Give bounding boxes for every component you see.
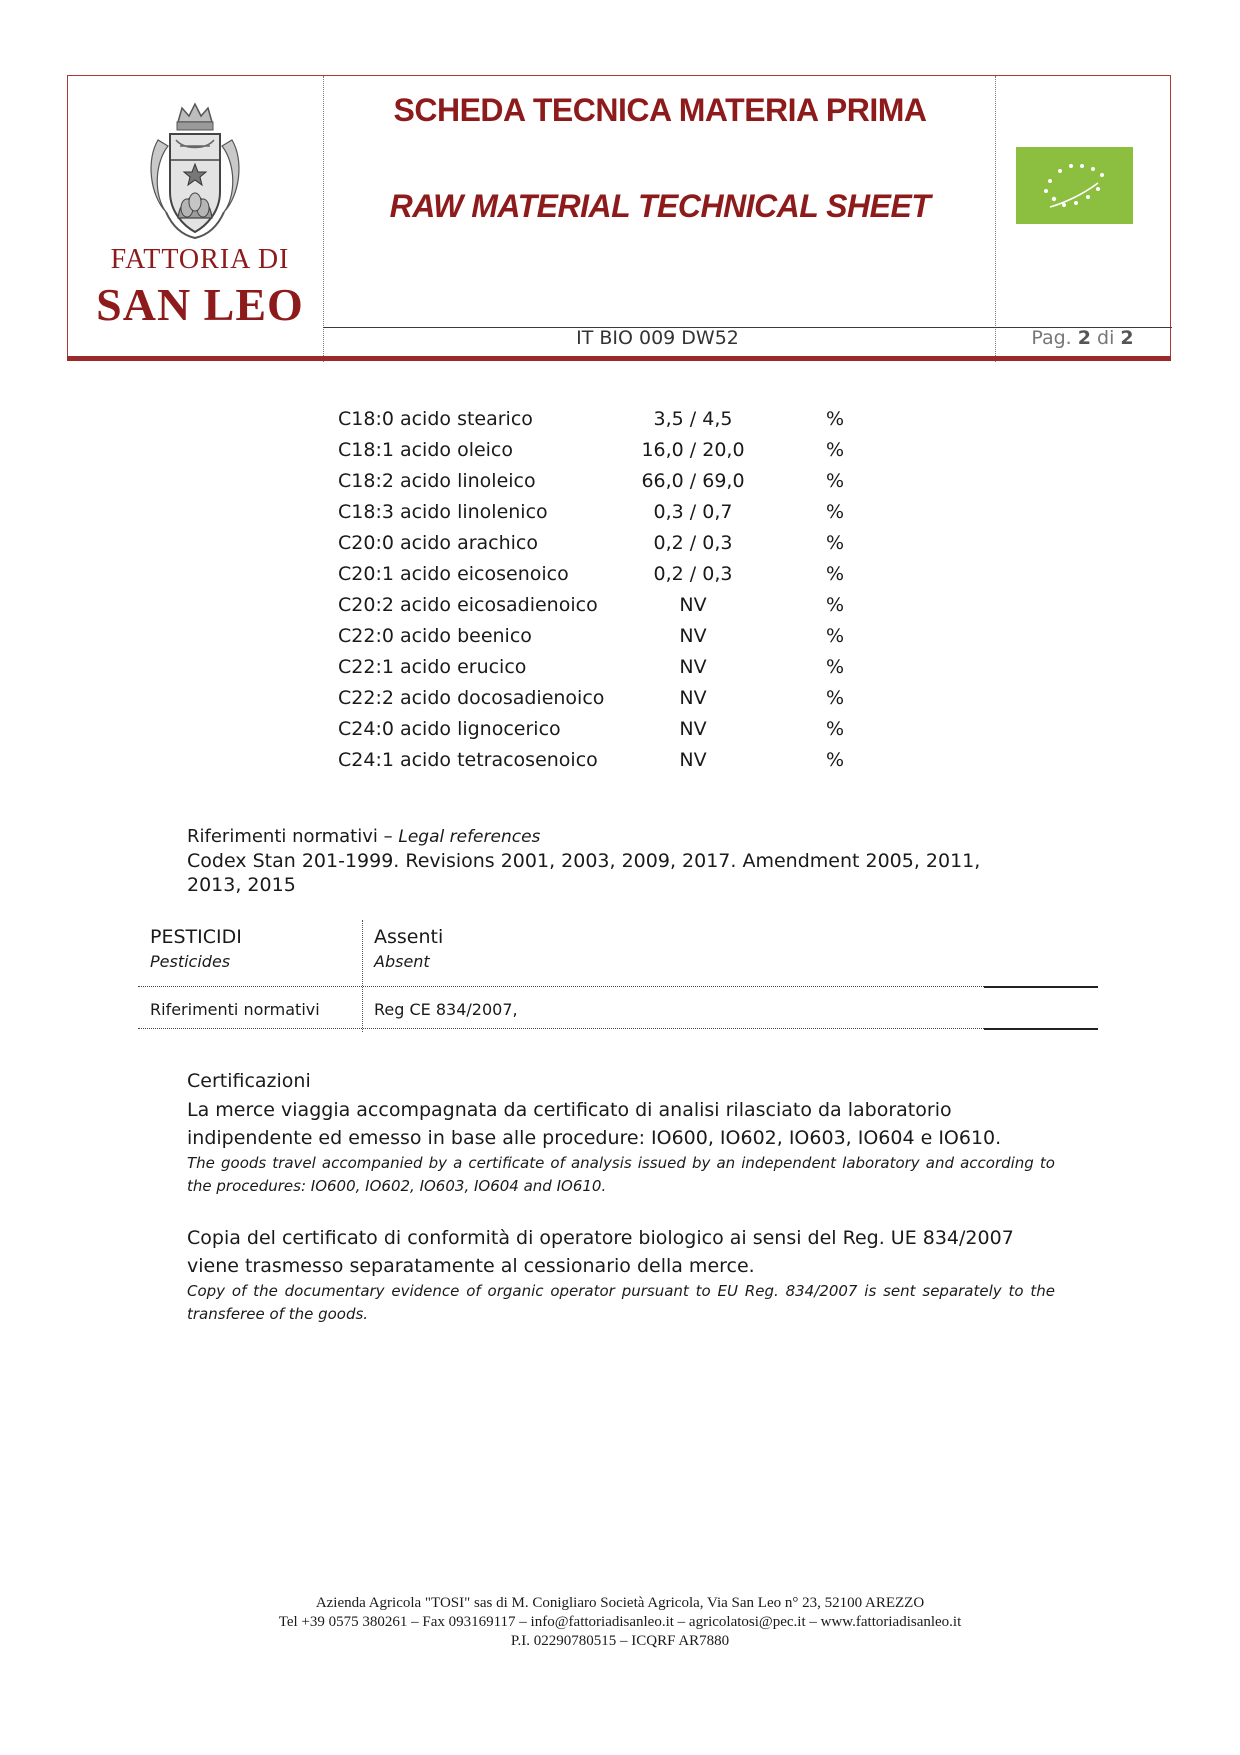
- table-row: [338, 499, 858, 530]
- table-row: [338, 437, 858, 468]
- brand-name-line2: SAN LEO: [96, 279, 304, 330]
- document-title-italian: SCHEDA TECNICA MATERIA PRIMA: [393, 92, 927, 128]
- legal-references-text: [187, 849, 1007, 897]
- table-row: [338, 592, 858, 623]
- table-row: [338, 561, 858, 592]
- table-row: [338, 530, 858, 561]
- table-row: [338, 747, 858, 778]
- acid-unit: %: [826, 470, 845, 492]
- fatty-acid-table: [338, 406, 858, 778]
- brand-name-line1: FATTORIA DI: [110, 244, 290, 275]
- acid-value: 66,0 / 69,0: [641, 470, 745, 492]
- header-divider-right: [995, 76, 996, 362]
- acid-name: C20:2 acido eicosadienoico: [338, 594, 598, 616]
- legal-text-line2: 2013, 2015: [187, 874, 296, 896]
- table-row: [338, 654, 858, 685]
- acid-unit: %: [826, 718, 845, 740]
- acid-value: 0,2 / 0,3: [653, 532, 733, 554]
- legal-references: [187, 826, 1007, 897]
- table-row-separator-solid: [984, 1028, 1098, 1030]
- conformity-paragraph-italian: Copia del certificato di conformità di operatore biologico ai sensi del Reg. UE 834/2007 viene trasmesso separatamente al cessionario della merce.: [187, 1227, 1014, 1277]
- acid-value: NV: [679, 594, 707, 616]
- acid-name: C18:2 acido linoleico: [338, 470, 536, 492]
- header-bottom-band: [67, 356, 1171, 361]
- certification-paragraph-italian: La merce viaggia accompagnata da certificato di analisi rilasciato da laboratorio indipendente ed emesso in base alle procedure: IO600, IO602, IO603, IO604 e IO610.: [187, 1099, 1002, 1149]
- pesticides-label: PESTICIDI: [150, 926, 242, 948]
- legal-heading-english: Legal references: [398, 827, 541, 847]
- acid-name: C22:0 acido beenico: [338, 625, 532, 647]
- pesticides-value: Assenti: [374, 926, 444, 948]
- table-row: [338, 406, 858, 437]
- crest-icon: [140, 100, 250, 240]
- legal-text-line1: Codex Stan 201-1999. Revisions 2001, 2003, 2009, 2017. Amendment 2005, 2011,: [187, 850, 981, 872]
- pesticides-value-english: Absent: [374, 952, 430, 971]
- page-number: [995, 327, 1170, 349]
- acid-value: NV: [679, 718, 707, 740]
- acid-unit: %: [826, 687, 845, 709]
- acid-name: C20:1 acido eicosenoico: [338, 563, 569, 585]
- page-current: 2: [1077, 327, 1091, 349]
- acid-name: C24:1 acido tetracosenoico: [338, 749, 598, 771]
- normative-references-value: Reg CE 834/2007,: [374, 1000, 518, 1019]
- document-code: IT BIO 009 DW52: [576, 327, 739, 349]
- legal-references-heading: [187, 826, 1007, 847]
- acid-name: C18:3 acido linolenico: [338, 501, 548, 523]
- table-row-separator: [138, 1028, 1098, 1029]
- acid-value: 16,0 / 20,0: [641, 439, 745, 461]
- document-footer: [150, 1594, 1090, 1651]
- acid-name: C18:0 acido stearico: [338, 408, 533, 430]
- acid-value: NV: [679, 687, 707, 709]
- pesticides-label-english: Pesticides: [150, 952, 231, 971]
- normative-references-label: Riferimenti normativi: [150, 1000, 320, 1019]
- pesticides-table: [138, 920, 1098, 1032]
- acid-value: NV: [679, 749, 707, 771]
- table-row-separator: [138, 986, 1098, 987]
- acid-unit: %: [826, 563, 845, 585]
- table-row: [338, 623, 858, 654]
- acid-value: NV: [679, 656, 707, 678]
- header-divider-left: [323, 76, 324, 362]
- acid-unit: %: [826, 408, 845, 430]
- conformity-paragraph-english: Copy of the documentary evidence of organic operator pursuant to EU Reg. 834/2007 is sent separately to the transferee of the goods.: [187, 1282, 1055, 1323]
- acid-name: C24:0 acido lignocerico: [338, 718, 561, 740]
- acid-unit: %: [826, 594, 845, 616]
- page-total: 2: [1120, 327, 1134, 349]
- page-prefix: Pag.: [1031, 327, 1072, 349]
- table-column-divider: [362, 920, 363, 1032]
- certification-paragraph-english: The goods travel accompanied by a certificate of analysis issued by an independent laboratory and according to the procedures: IO600, IO602, IO603, IO604 and IO610.: [187, 1154, 1055, 1195]
- acid-unit: %: [826, 656, 845, 678]
- certifications-section: [187, 1070, 1055, 1326]
- footer-vat-line: P.I. 02290780515 – ICQRF AR7880: [510, 1633, 730, 1649]
- table-row-separator-solid: [984, 986, 1098, 988]
- document-title-english: RAW MATERIAL TECHNICAL SHEET: [389, 188, 931, 224]
- table-row: [338, 685, 858, 716]
- acid-unit: %: [826, 625, 845, 647]
- acid-value: 0,2 / 0,3: [653, 563, 733, 585]
- legal-heading-italian: Riferimenti normativi –: [187, 826, 393, 847]
- acid-value: NV: [679, 625, 707, 647]
- acid-value: 3,5 / 4,5: [653, 408, 733, 430]
- footer-contact-line: Tel +39 0575 380261 – Fax 093169117 – info@fattoriadisanleo.it – agricolatosi@pec.it – www.fattoriadisanleo.it: [278, 1614, 962, 1630]
- table-row: [338, 468, 858, 499]
- footer-company-line: Azienda Agricola "TOSI" sas di M. Conigliaro Società Agricola, Via San Leo n° 23, 52100 AREZZO: [315, 1595, 925, 1611]
- acid-unit: %: [826, 439, 845, 461]
- acid-unit: %: [826, 749, 845, 771]
- acid-unit: %: [826, 501, 845, 523]
- acid-unit: %: [826, 532, 845, 554]
- certifications-heading: Certificazioni: [187, 1070, 311, 1092]
- acid-name: C18:1 acido oleico: [338, 439, 514, 461]
- eu-organic-leaf-icon: [1016, 147, 1133, 224]
- acid-name: C22:2 acido docosadienoico: [338, 687, 605, 709]
- acid-value: 0,3 / 0,7: [653, 501, 733, 523]
- page-of: di: [1097, 327, 1115, 349]
- acid-name: C20:0 acido arachico: [338, 532, 539, 554]
- table-row: [338, 716, 858, 747]
- acid-name: C22:1 acido erucico: [338, 656, 527, 678]
